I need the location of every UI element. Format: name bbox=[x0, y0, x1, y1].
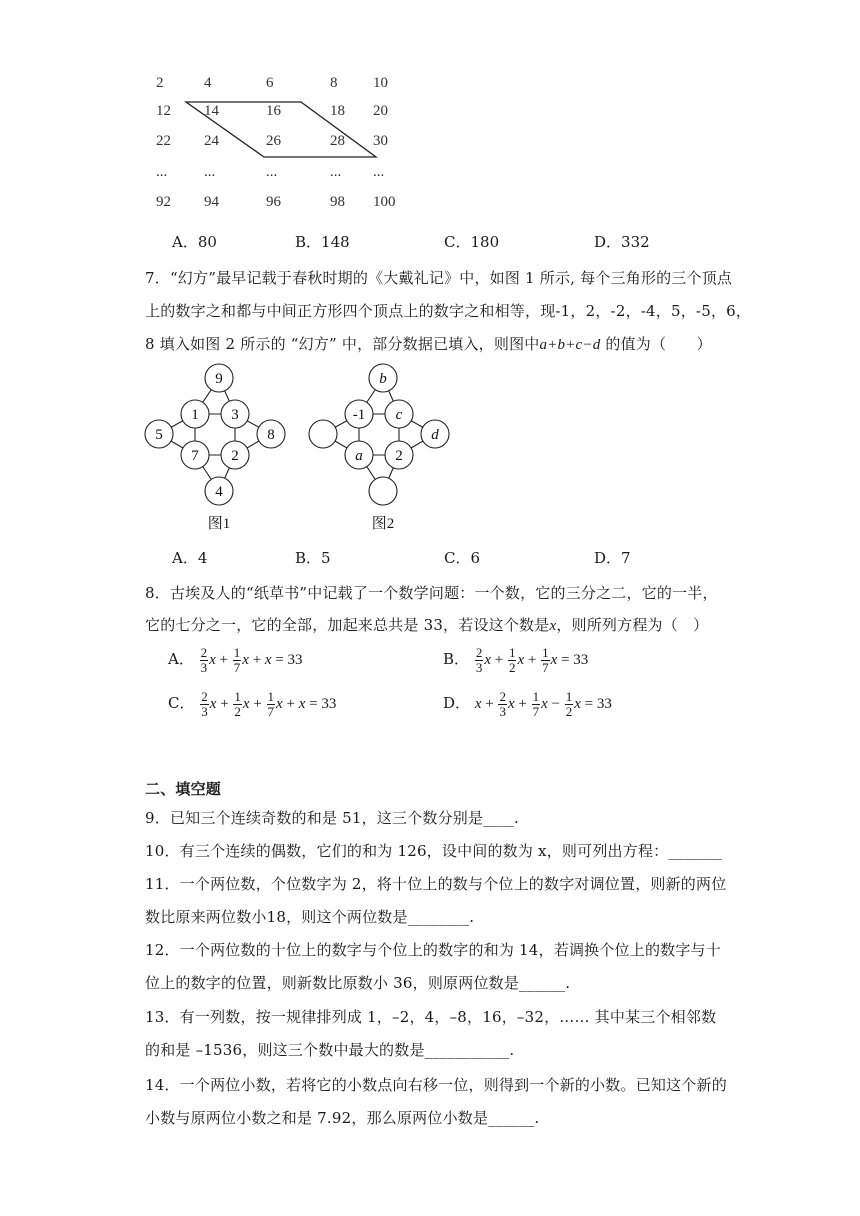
q8-line2-prefix: 它的七分之一，它的全部，加起来总共是 33，若设这个数是 bbox=[145, 616, 550, 634]
q8-option-c[interactable] bbox=[168, 690, 336, 719]
q14-text-line2: 小数与原两位小数之和是 7.92，那么原两位小数是______. bbox=[145, 1109, 540, 1127]
q14-text-line1: 14．一个两位小数，若将它的小数点向右移一位，则得到一个新的小数。已知这个新的 bbox=[145, 1076, 727, 1094]
grid-number: ... bbox=[330, 164, 342, 180]
q7-option-a[interactable]: A．4 bbox=[172, 549, 208, 567]
q12-text-line2: 位上的数字的位置，则新数比原数小 36，则原两位数是______. bbox=[145, 974, 571, 992]
figure2-node-label: -1 bbox=[352, 407, 366, 423]
q7-option-c[interactable]: C．6 bbox=[444, 549, 481, 567]
q6-option-c[interactable]: C．180 bbox=[444, 233, 500, 251]
grid-number: 16 bbox=[266, 103, 281, 119]
q8-option-b-equation: $\frac{2}{3}$ x + $\frac{1}{2}$ x + $\frac{1}{7}$ x = 33 bbox=[475, 645, 589, 675]
q8-variable: x bbox=[549, 618, 557, 634]
grid-number: 8 bbox=[330, 75, 338, 91]
q6-option-a[interactable]: A．80 bbox=[172, 233, 217, 251]
figure1-node-label: 8 bbox=[267, 427, 275, 443]
q8-option-c-equation: $\frac{2}{3}$ x + $\frac{1}{2}$ x + $\frac{1}{7}$ x + x = 33 bbox=[201, 689, 337, 719]
magic-square-diagram bbox=[140, 362, 470, 537]
q9-text: 9．已知三个连续奇数的和是 51，这三个数分别是____. bbox=[145, 809, 519, 827]
grid-number: 100 bbox=[373, 194, 396, 210]
number-grid bbox=[140, 70, 400, 220]
figure1-node-label: 7 bbox=[191, 448, 199, 464]
figure1-node-label: 4 bbox=[215, 484, 223, 500]
grid-number: 6 bbox=[266, 75, 274, 91]
q6-option-b[interactable]: B．148 bbox=[295, 233, 350, 251]
figure2-node-bottom bbox=[369, 477, 397, 505]
q6-option-d[interactable]: D．332 bbox=[594, 233, 650, 251]
q8-option-b[interactable] bbox=[443, 646, 588, 675]
section-heading: 二、填空题 bbox=[145, 780, 222, 798]
grid-number: 24 bbox=[204, 133, 219, 149]
figure1-node-label: 1 bbox=[191, 407, 199, 423]
figure1-node-label: 2 bbox=[231, 448, 239, 464]
q11-text-line1: 11．一个两位数，个位数字为 2，将十位上的数与个位上的数字对调位置，则新的两位 bbox=[145, 875, 727, 893]
grid-number: 92 bbox=[156, 194, 171, 210]
q8-line2-suffix: ，则所列方程为（ ） bbox=[556, 616, 709, 634]
grid-number: 14 bbox=[204, 103, 219, 119]
q10-text: 10．有三个连续的偶数，它们的和为 126，设中间的数为 x，则可列出方程：_______ bbox=[145, 842, 723, 860]
q7-expression: a+b+c−d bbox=[539, 337, 601, 353]
figure2-node-label: d bbox=[431, 427, 439, 443]
q8-option-d-label: D． bbox=[443, 693, 471, 712]
grid-number: 98 bbox=[330, 194, 345, 210]
figure2-caption: 图2 bbox=[371, 516, 395, 532]
grid-number: 22 bbox=[156, 133, 171, 149]
q13-text-line2: 的和是 –1536，则这三个数中最大的数是___________. bbox=[145, 1041, 515, 1059]
q7-option-d[interactable]: D．7 bbox=[594, 549, 631, 567]
figure1-caption: 图1 bbox=[207, 516, 231, 532]
figure1-node-label: 3 bbox=[231, 407, 239, 423]
q8-option-c-label: C． bbox=[168, 693, 195, 712]
figure2-node-label: a bbox=[355, 448, 363, 464]
grid-number: ... bbox=[204, 164, 216, 180]
grid-number: 18 bbox=[330, 103, 345, 119]
q12-text-line1: 12．一个两位数的十位上的数字与个位上的数字的和为 14，若调换个位上的数字与十 bbox=[145, 941, 721, 959]
figure2-node-label: c bbox=[395, 407, 403, 423]
figure1-node-label: 5 bbox=[155, 427, 163, 443]
grid-number: ... bbox=[266, 164, 278, 180]
q8-option-a[interactable] bbox=[168, 646, 303, 675]
q8-option-a-label: A． bbox=[168, 649, 194, 668]
grid-number: 2 bbox=[156, 75, 164, 91]
grid-number: 12 bbox=[156, 103, 171, 119]
q8-option-b-label: B． bbox=[443, 649, 470, 668]
q7-option-b[interactable]: B．5 bbox=[295, 549, 331, 567]
grid-number: 28 bbox=[330, 133, 345, 149]
grid-number: 94 bbox=[204, 194, 219, 210]
q7-line3-suffix: 的值为（ ） bbox=[600, 335, 712, 353]
q8-text-line2 bbox=[145, 614, 708, 635]
grid-number: ... bbox=[156, 164, 168, 180]
q11-text-line2: 数比原来两位数小18，则这个两位数是________. bbox=[145, 908, 475, 926]
grid-number: 10 bbox=[373, 75, 388, 91]
figure2-node-label: b bbox=[379, 371, 387, 387]
q7-line3-prefix: 8 填入如图 2 所示的 “幻方” 中，部分数据已填入，则图中 bbox=[145, 335, 540, 353]
q7-text-line2: 上的数字之和都与中间正方形四个顶点上的数字之和相等，现-1，2，-2，-4，5，-5，6， bbox=[145, 302, 752, 320]
q8-text-line1: 8．古埃及人的“纸草书”中记载了一个数学问题：一个数，它的三分之二，它的一半， bbox=[145, 584, 718, 602]
q8-option-d[interactable] bbox=[443, 690, 612, 719]
grid-number: 30 bbox=[373, 133, 388, 149]
grid-number: 96 bbox=[266, 194, 281, 210]
figure1-node-label: 9 bbox=[215, 371, 223, 387]
figure2-node-far-left bbox=[309, 420, 337, 448]
q7-text-line1: 7．“幻方”最早记载于春秋时期的《大戴礼记》中，如图 1 所示, 每个三角形的三个顶点 bbox=[145, 269, 733, 287]
grid-number: 20 bbox=[373, 103, 388, 119]
magic-square-figures bbox=[140, 362, 470, 541]
grid-number: 4 bbox=[204, 75, 212, 91]
q8-option-a-equation: $\frac{2}{3}$ x + $\frac{1}{7}$ x + x = 33 bbox=[200, 645, 303, 675]
q13-text-line1: 13．有一列数，按一规律排列成 1，–2，4，–8，16，–32，…… 其中某三个相邻数 bbox=[145, 1008, 717, 1026]
q7-text-line3 bbox=[145, 333, 712, 354]
grid-number: ... bbox=[373, 164, 385, 180]
figure2-node-label: 2 bbox=[395, 448, 403, 464]
grid-number: 26 bbox=[266, 133, 281, 149]
q8-option-d-equation: x + $\frac{2}{3}$ x + $\frac{1}{7}$ x − $\frac{1}{2}$ x = 33 bbox=[474, 689, 612, 719]
